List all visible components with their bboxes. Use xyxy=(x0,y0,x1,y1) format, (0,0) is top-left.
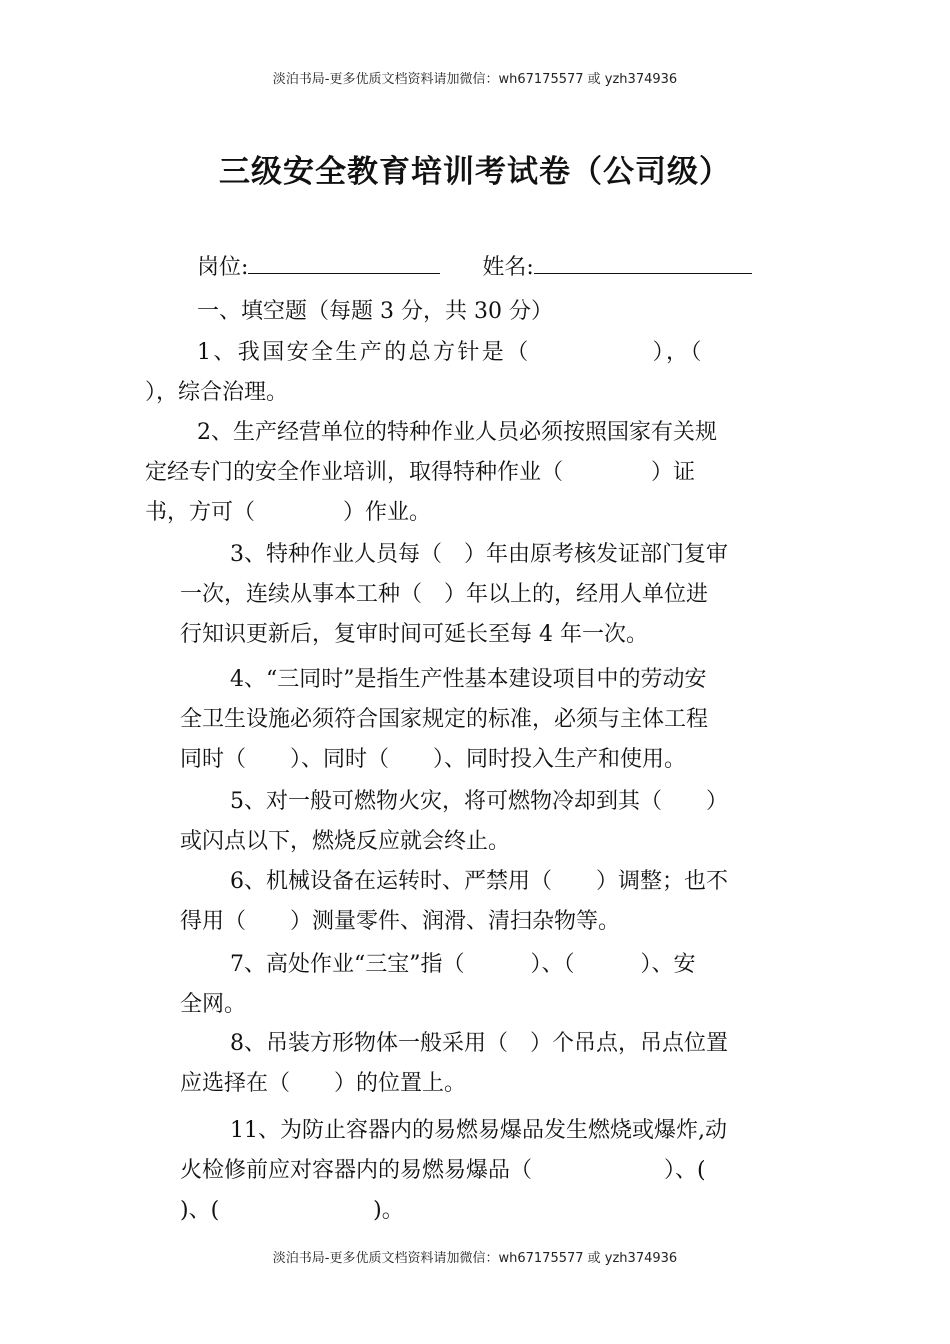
question-7 xyxy=(180,945,805,1025)
question-line: 定经专门的安全作业培训，取得特种作业（ ）证 xyxy=(145,460,696,485)
question-line: 或闪点以下，燃烧反应就会终止。 xyxy=(180,829,511,854)
question-2 xyxy=(145,413,805,533)
question-line: 行知识更新后，复审时间可延长至每 4 年一次。 xyxy=(180,622,648,647)
question-line: 同时（ ）、同时（ ）、同时投入生产和使用。 xyxy=(180,747,687,772)
page-title: 三级安全教育培训考试卷（公司级） xyxy=(219,154,731,190)
question-line: 火检修前应对容器内的易燃易爆品（ ）、( xyxy=(180,1158,706,1183)
question-line: 11、为防止容器内的易燃易爆品发生燃烧或爆炸,动 xyxy=(230,1118,727,1143)
position-label: 岗位: xyxy=(197,255,249,280)
question-8 xyxy=(180,1024,805,1104)
question-line: 书，方可（ ）作业。 xyxy=(145,500,432,525)
question-line: ），综合治理。 xyxy=(145,380,289,405)
question-line: 2、生产经营单位的特种作业人员必须按照国家有关规 xyxy=(197,420,717,445)
position-blank[interactable] xyxy=(248,251,440,274)
question-line: 4、“三同时”是指生产性基本建设项目中的劳动安 xyxy=(230,667,707,692)
info-line xyxy=(197,250,752,281)
question-line: 8、吊装方形物体一般采用（ ）个吊点，吊点位置 xyxy=(230,1031,728,1056)
question-3 xyxy=(180,535,805,655)
section-heading: 一、填空题（每题 3 分，共 30 分） xyxy=(197,299,553,324)
question-line: 得用（ ）测量零件、润滑、清扫杂物等。 xyxy=(180,909,621,934)
question-line: )、( )。 xyxy=(180,1198,404,1223)
name-blank[interactable] xyxy=(534,251,752,274)
question-5 xyxy=(180,782,805,862)
question-line: 1、我国安全生产的总方针是（ ），（ xyxy=(197,340,704,365)
question-line: 3、特种作业人员每（ ）年由原考核发证部门复审 xyxy=(230,542,728,567)
question-6 xyxy=(180,862,805,942)
name-label: 姓名: xyxy=(482,255,534,280)
page-footer: 淡泊书局-更多优质文档资料请加微信：wh67175577 或 yzh374936 xyxy=(272,1251,678,1266)
question-line: 7、高处作业“三宝”指（ ）、（ ）、安 xyxy=(230,952,696,977)
question-line: 5、对一般可燃物火灾，将可燃物冷却到其（ ） xyxy=(230,789,728,814)
question-line: 应选择在（ ）的位置上。 xyxy=(180,1071,467,1096)
question-line: 一次，连续从事本工种（ ）年以上的，经用人单位进 xyxy=(180,582,709,607)
question-line: 6、机械设备在运转时、严禁用（ ）调整；也不 xyxy=(230,869,728,894)
question-4 xyxy=(180,660,805,780)
question-line: 全网。 xyxy=(180,992,247,1017)
question-line: 全卫生设施必须符合国家规定的标准，必须与主体工程 xyxy=(180,707,709,732)
page-header: 淡泊书局-更多优质文档资料请加微信：wh67175577 或 yzh374936 xyxy=(272,72,678,87)
question-11 xyxy=(180,1111,805,1231)
question-1 xyxy=(145,333,805,413)
